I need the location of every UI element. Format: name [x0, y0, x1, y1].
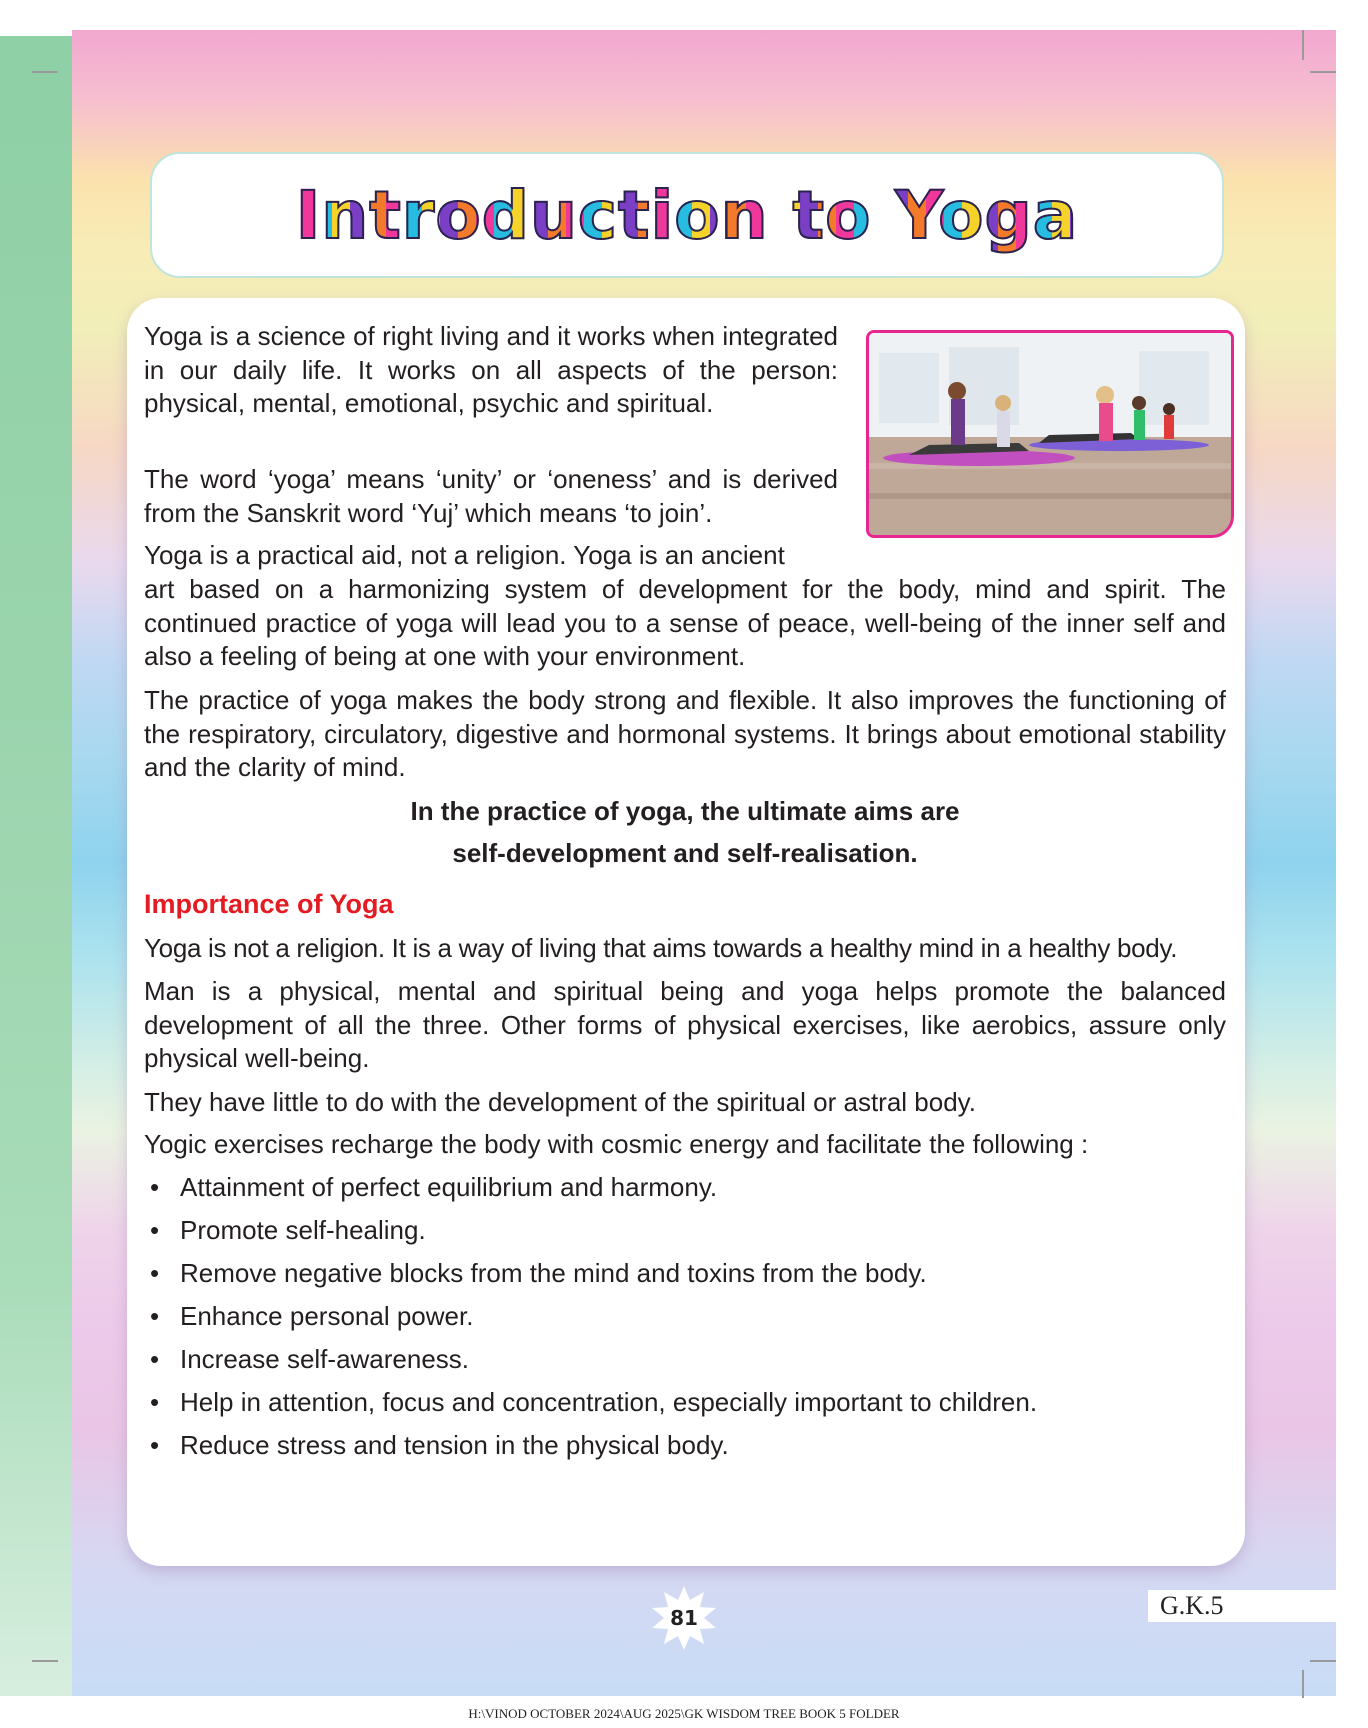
bullet-icon: • — [150, 1344, 160, 1374]
bullet-icon: • — [150, 1301, 160, 1331]
list-item — [150, 1429, 1037, 1463]
bullet-icon: • — [150, 1430, 160, 1460]
page-number: 81 — [670, 1606, 698, 1630]
footer-file-path: H:\VINOD OCTOBER 2024\AUG 2025\GK WISDOM TREE BOOK 5 FOLDER — [468, 1706, 900, 1721]
list-item-text: Enhance personal power. — [180, 1301, 474, 1331]
list-item — [150, 1343, 1037, 1377]
yoga-class-photo — [866, 330, 1234, 538]
practice-paragraph: The practice of yoga makes the body strong and flexible. It also improves the functioning of the respiratory, circulatory, digestive and hormonal systems. It brings about emotional stability and the clarity of mind. — [144, 685, 1226, 782]
section-paragraph: Man is a physical, mental and spiritual being and yoga helps promote the balanced development of all the three. Other forms of physical exercises, like aerobics, assure only physical well-being. — [144, 976, 1226, 1073]
intro-paragraph: Yoga is a science of right living and it works when integrated in our daily life. It works on all aspects of the person: physical, mental, emotional, psychic and spiritual. — [144, 321, 838, 418]
page-title: Introduction to Yoga — [295, 176, 1079, 254]
section-heading: Importance of Yoga — [144, 889, 394, 919]
highlight-line-1: In the practice of yoga, the ultimate aims are — [410, 796, 960, 826]
list-item-text: Increase self-awareness. — [180, 1344, 470, 1374]
crop-mark — [1302, 1670, 1304, 1698]
crop-mark — [32, 71, 58, 73]
list-item-text: Promote self-healing. — [180, 1215, 426, 1245]
crop-mark — [1302, 30, 1304, 60]
highlight-line-2: self-development and self-realisation. — [452, 838, 918, 868]
section-paragraph: Yogic exercises recharge the body with cosmic energy and facilitate the following : — [144, 1129, 1089, 1159]
section-paragraph: Yoga is not a religion. It is a way of living that aims towards a healthy mind in a healthy body. — [144, 933, 1178, 963]
list-item-text: Help in attention, focus and concentration, especially important to children. — [180, 1387, 1038, 1417]
yoga-meaning-paragraph: The word ‘yoga’ means ‘unity’ or ‘oneness’ and is derived from the Sanskrit word ‘Yuj’ which means ‘to join’. — [144, 464, 838, 528]
practical-aid-paragraph: art based on a harmonizing system of development for the body, mind and spirit. The continued practice of yoga will lead you to a sense of peace, well-being of the inner self and also a feeling of being at one with your environment. — [144, 574, 1226, 671]
bullet-icon: • — [150, 1387, 160, 1417]
list-item-text: Attainment of perfect equilibrium and harmony. — [180, 1172, 718, 1202]
bullet-icon: • — [150, 1172, 160, 1202]
benefits-list — [150, 1171, 1037, 1472]
list-item — [150, 1386, 1037, 1420]
list-item — [150, 1257, 1037, 1291]
bullet-icon: • — [150, 1215, 160, 1245]
bullet-icon: • — [150, 1258, 160, 1288]
yoga-class-photo-illustration — [869, 333, 1231, 535]
list-item-text: Remove negative blocks from the mind and toxins from the body. — [180, 1258, 927, 1288]
practical-aid-first-line: Yoga is a practical aid, not a religion. Yoga is an ancient — [144, 540, 785, 570]
page-number-badge — [650, 1584, 718, 1652]
list-item — [150, 1214, 1037, 1248]
crop-mark — [1310, 1660, 1336, 1662]
list-item — [150, 1171, 1037, 1205]
list-item-text: Reduce stress and tension in the physical body. — [180, 1430, 729, 1460]
crop-mark — [32, 1660, 58, 1662]
side-color-strip — [0, 36, 72, 1696]
title-banner — [150, 152, 1224, 278]
book-code: G.K.5 — [1148, 1590, 1336, 1622]
section-paragraph: They have little to do with the development of the spiritual or astral body. — [144, 1087, 976, 1117]
list-item — [150, 1300, 1037, 1334]
crop-mark — [1310, 71, 1336, 73]
